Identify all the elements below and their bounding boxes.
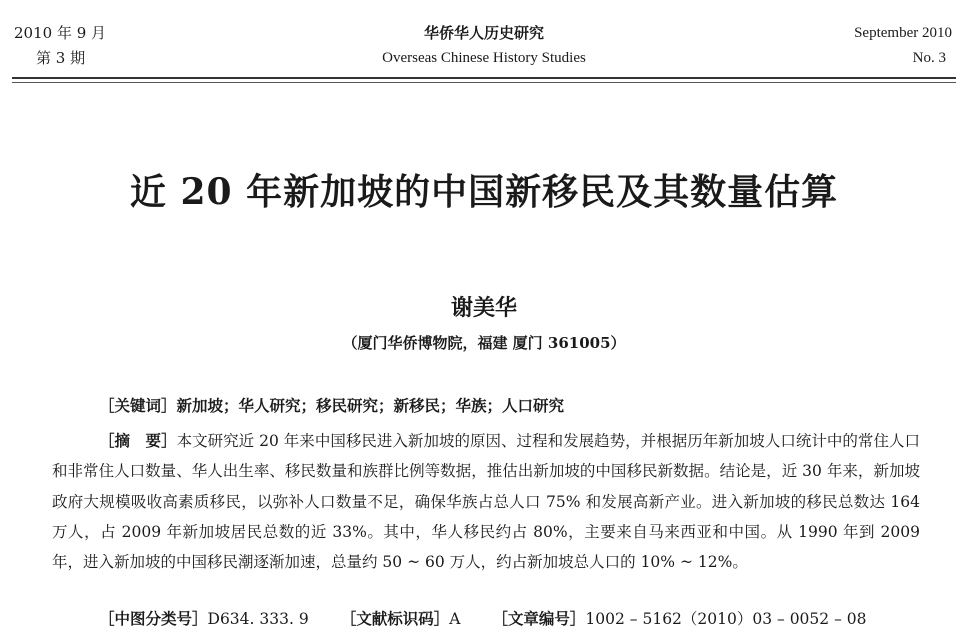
header-issue-right	[752, 21, 952, 71]
doc-code-value: A	[449, 610, 461, 628]
author-affiliation: （厦门华侨博物院，福建 厦门 361005）	[342, 334, 626, 352]
issue-date-cn: 2010 年 9 月	[14, 24, 107, 42]
doc-code-entry	[341, 610, 461, 628]
header-journal	[284, 21, 684, 71]
keywords-label: ［关键词］	[99, 396, 177, 415]
classification-line	[99, 606, 866, 632]
author-name: 谢美华	[450, 295, 517, 321]
header-rule-thick	[12, 77, 956, 79]
journal-title-cn: 华侨华人历史研究	[423, 24, 544, 42]
doc-code-label: ［文献标识码］	[340, 609, 450, 628]
clc-value: D634. 333. 9	[207, 610, 309, 628]
article-number-value: 1002 – 5162（2010）03 – 0052 – 08	[585, 610, 867, 628]
article-number-entry	[492, 610, 866, 628]
abstract-text: 本文研究近 20 年来中国移民进入新加坡的原因、过程和发展趋势，并根据历年新加坡人口统计中的常住人口和非常住人口数量、华人出生率、移民数量和族群比例等数据，推估出新加坡的中国移民新数据。结论是，近 30 年来，新加坡政府大规模吸收高素质移民，以弥补人口数量不足，确保华族占总人口 75% 和发展高新产业。进入新加坡的移民总数达 164 万人，占 2009 年新加坡居民总数的近 33%。其中，华人移民约占 80%，主要来自马来西亚和中国。从 1990 年到 2009 年，进入新加坡的中国移民潮逐渐加速，总量约 50 ~ 60 万人，约占新加坡总人口的 10% ~ 12%。	[52, 432, 920, 572]
keywords-line	[99, 393, 564, 419]
header-issue-left	[14, 21, 174, 71]
journal-title-en: Overseas Chinese History Studies	[382, 50, 586, 66]
keywords-text: 新加坡；华人研究；移民研究；新移民；华族；人口研究	[176, 396, 565, 415]
abstract-paragraph	[52, 426, 920, 577]
header-rule-thin	[12, 82, 956, 83]
issue-number-cn: 第 3 期	[36, 49, 86, 67]
issue-number-en: No. 3	[912, 50, 946, 66]
article-title: 近 20 年新加坡的中国新移民及其数量估算	[129, 171, 839, 213]
clc-entry	[99, 610, 309, 628]
abstract-label: ［摘 要］	[99, 431, 177, 450]
clc-label: ［中图分类号］	[99, 609, 208, 628]
issue-date-en: September 2010	[854, 25, 952, 41]
article-number-label: ［文章编号］	[492, 609, 586, 628]
